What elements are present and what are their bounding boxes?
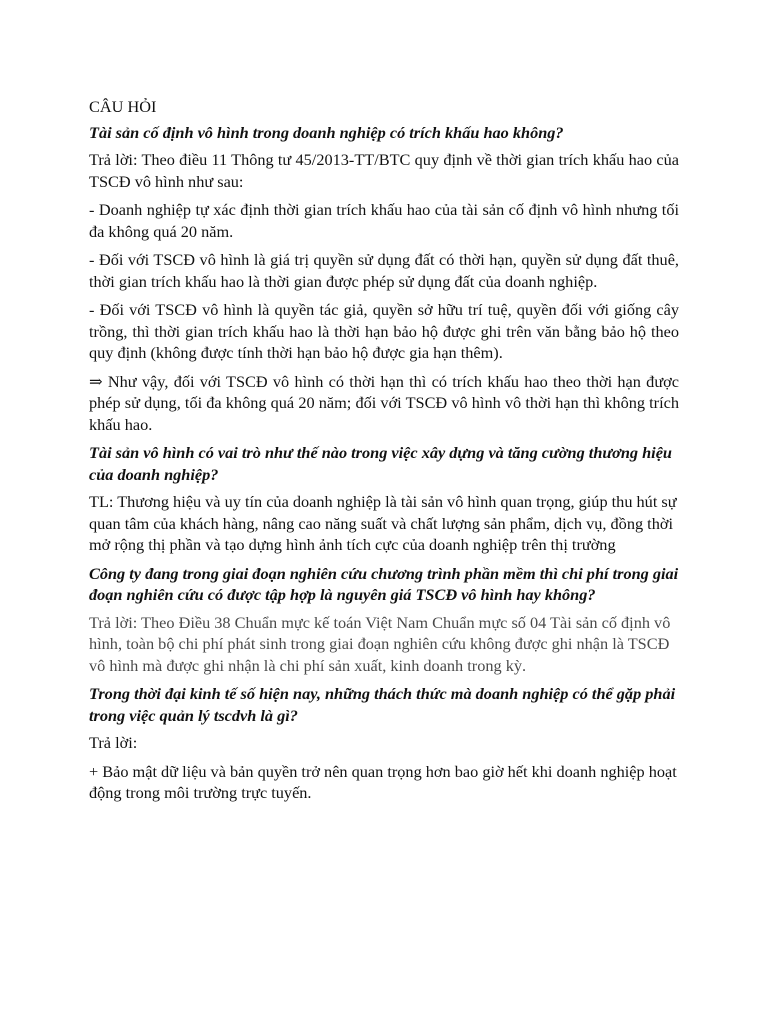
answer-1-point-3: - Đối với TSCĐ vô hình là quyền tác giả, quyền sở hữu trí tuệ, quyền đối với giống cây trồng, thì thời gian trích khấu hao là thời hạn bảo hộ được ghi trên văn bằng bảo hộ theo quy định (không được tính thời hạn bảo hộ được gia hạn thêm). <box>89 300 679 362</box>
question-2: Tài sản vô hình có vai trò như thế nào trong việc xây dựng và tăng cường thương hiệu của doanh nghiệp? <box>89 443 672 484</box>
answer-1-conclusion: ⇒ Như vậy, đối với TSCĐ vô hình có thời hạn thì có trích khấu hao theo thời hạn được phép sử dụng, tối đa không quá 20 năm; đối với TSCĐ vô hình vô thời hạn thì không trích khấu hao. <box>89 371 679 434</box>
document-page <box>89 96 679 811</box>
answer-3: Trả lời: Theo Điều 38 Chuẩn mực kế toán Việt Nam Chuẩn mực số 04 Tài sản cố định vô hình, toàn bộ chi phí phát sinh trong giai đoạn nghiên cứu không được ghi nhận là TSCĐ vô hình mà được ghi nhận là chi phí sản xuất, kinh doanh trong kỳ. <box>89 612 671 675</box>
answer-1-point-1: - Doanh nghiệp tự xác định thời gian trích khấu hao của tài sản cố định vô hình nhưng tối đa không quá 20 năm. <box>89 200 679 241</box>
document-heading: CÂU HỎI <box>89 97 157 116</box>
answer-1-intro: Trả lời: Theo điều 11 Thông tư 45/2013-TT/BTC quy định về thời gian trích khấu hao của TSCĐ vô hình như sau: <box>89 150 679 191</box>
question-1: Tài sản cố định vô hình trong doanh nghiệp có trích khấu hao không? <box>89 122 564 142</box>
answer-1-point-2: - Đối với TSCĐ vô hình là giá trị quyền sử dụng đất có thời hạn, quyền sử dụng đất thuê, thời gian trích khấu hao là thời gian được phép sử dụng đất của doanh nghiệp. <box>89 250 679 291</box>
answer-2: TL: Thương hiệu và uy tín của doanh nghiệp là tài sản vô hình quan trọng, giúp thu hút sự quan tâm của khách hàng, nâng cao năng suất và chất lượng sản phẩm, dịch vụ, đồng thời mở rộng thị phần và tạo dựng hình ảnh tích cực của doanh nghiệp trên thị trường <box>89 492 677 554</box>
question-3: Công ty đang trong giai đoạn nghiên cứu chương trình phần mềm thì chi phí trong giai đoạn nghiên cứu có được tập hợp là nguyên giá TSCĐ vô hình hay không? <box>89 563 679 604</box>
answer-4-label: Trả lời: <box>89 733 138 752</box>
answer-4-point-1: + Bảo mật dữ liệu và bản quyền trở nên quan trọng hơn bao giờ hết khi doanh nghiệp hoạt động trong môi trường trực tuyến. <box>89 761 677 802</box>
question-4: Trong thời đại kinh tế số hiện nay, những thách thức mà doanh nghiệp có thể gặp phải trong việc quản lý tscdvh là gì? <box>89 684 676 725</box>
